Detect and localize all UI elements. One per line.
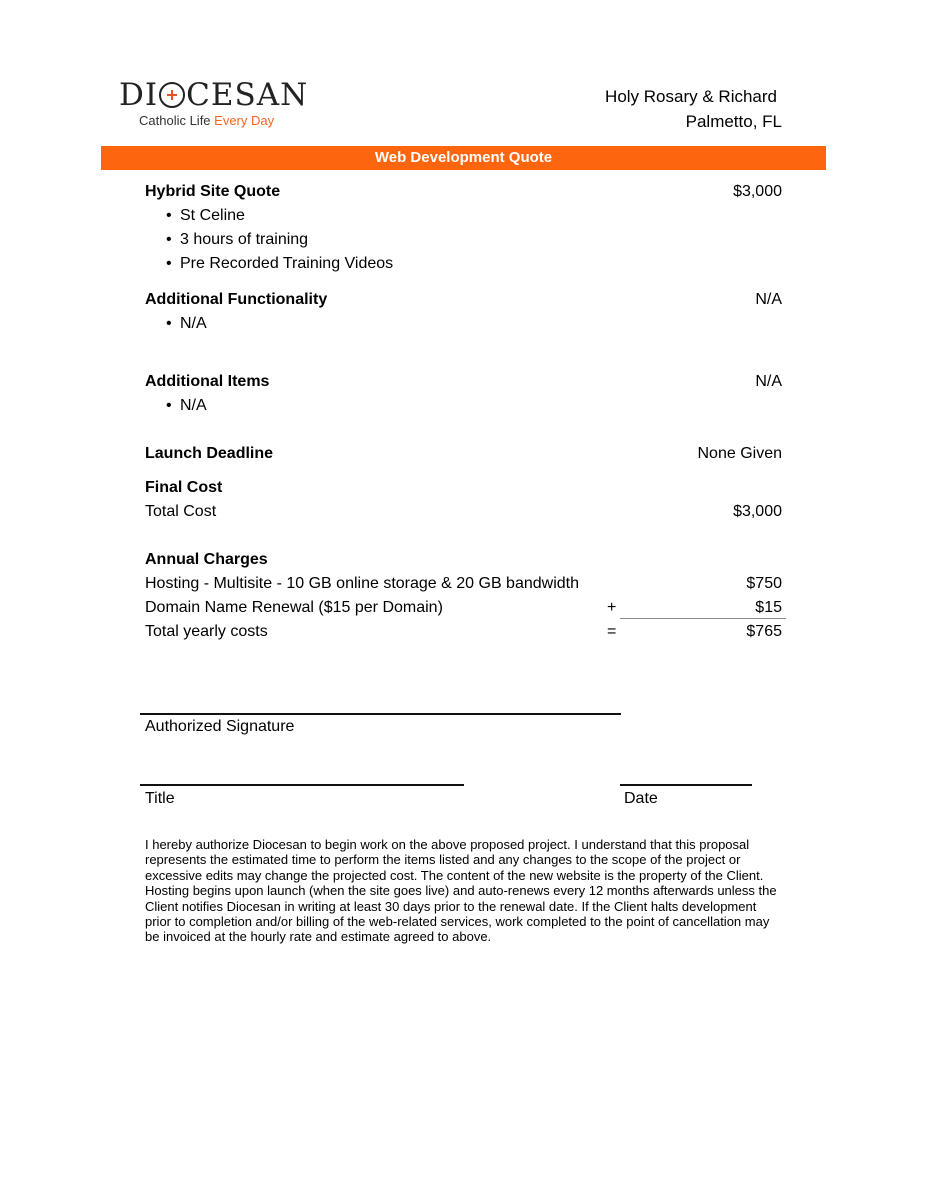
list-item: • N/A [166,394,207,418]
tagline-accent: Every Day [214,113,275,128]
list-item: • 3 hours of training [166,228,308,252]
annual-row-hosting [145,572,782,596]
items-section-header [145,370,782,394]
date-label: Date [624,790,658,807]
annual-row-label: Hosting - Multisite - 10 GB online storage & 20 GB bandwidth [145,575,579,592]
list-item: • N/A [166,312,207,336]
section-heading: Additional Items [145,373,270,390]
total-cost-row [145,500,782,524]
total-cost-amount: $3,000 [733,503,782,520]
section-heading: Additional Functionality [145,291,328,308]
authorized-signature-label: Authorized Signature [145,718,295,735]
logo-wordmark [119,78,319,112]
annual-row-amount: $15 [755,599,782,616]
list-item: • St Celine [166,204,245,228]
launch-deadline-row [145,442,782,466]
section-heading: Final Cost [145,479,223,496]
date-line[interactable] [620,784,752,786]
section-amount: N/A [755,373,782,390]
logo-word-end: CESAN [186,77,309,113]
annual-row-operator: + [607,599,617,616]
sum-divider [620,618,786,619]
section-heading: Launch Deadline [145,445,274,462]
tagline-plain: Catholic Life [139,113,215,128]
annual-row-label: Domain Name Renewal ($15 per Domain) [145,599,443,616]
annual-row-amount: $765 [746,623,782,640]
deadline-value: None Given [697,445,782,462]
total-cost-label: Total Cost [145,503,217,520]
annual-row-domain [145,596,782,620]
annual-row-label: Total yearly costs [145,623,268,640]
signature-line[interactable] [140,713,621,715]
final-cost-header [145,476,782,500]
section-amount: N/A [755,291,782,308]
title-line[interactable] [140,784,464,786]
authorization-terms: I hereby authorize Diocesan to begin work on the above proposed project. I understand that this proposal represents the estimated time to perform the items listed and any changes to the scope of the project or excessive edits may change the projected cost. The content of the new website is the property of the Client. Hosting begins upon launch (when the site goes live) and auto-renews every 12 months afterwards unless the Client notifies Diocesan in writing at least 30 days prior to the renewal date. If the Client halts development prior to completion and/or billing of the web-related services, work completed to the point of cancellation may be invoiced at the hourly rate and estimate agreed to above. [145,837,777,945]
annual-row-amount: $750 [746,575,782,592]
logo-tagline [119,113,319,128]
list-item: • Pre Recorded Training Videos [166,252,393,276]
diocesan-logo [119,78,319,128]
circle-cross-icon [159,82,185,108]
section-heading: Annual Charges [145,551,268,568]
client-name: Holy Rosary & Richard [605,87,777,106]
logo-word-start: DI [119,77,159,113]
section-heading: Hybrid Site Quote [145,183,281,200]
hybrid-section-header [145,180,782,204]
client-location: Palmetto, FL [685,112,782,131]
section-amount: $3,000 [733,183,782,200]
functionality-section-header [145,288,782,312]
title-label: Title [145,790,175,807]
annual-row-total [145,620,782,644]
client-info [605,84,782,134]
annual-row-operator: = [607,623,617,640]
annual-charges-header [145,548,782,572]
quote-title-banner: Web Development Quote [101,146,826,170]
